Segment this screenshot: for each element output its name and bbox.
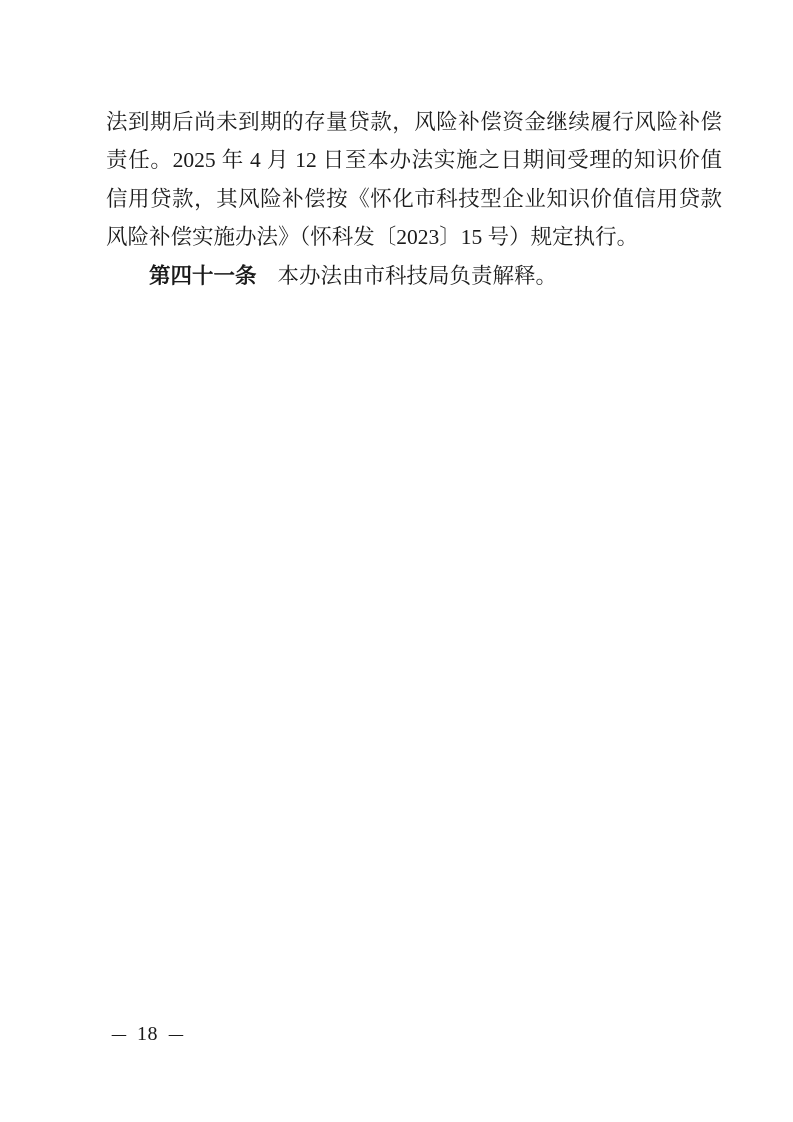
page-number: 18 — [137, 1023, 158, 1045]
page-footer — [109, 1022, 186, 1046]
page-number-dash-left: — — [111, 1023, 127, 1045]
article-41-text: 本办法由市科技局负责解释。 — [277, 263, 558, 288]
body-text-line: 法到期后尚未到期的存量贷款，风险补偿资金继续履行风险补偿 — [106, 110, 722, 134]
body-text-block — [106, 103, 722, 295]
article-41-heading: 第四十一条 — [149, 263, 257, 288]
page-number-dash-right: — — [168, 1023, 184, 1045]
body-text-line: 风险补偿实施办法》（怀科发〔2023〕15 号）规定执行。 — [106, 225, 639, 250]
article-41-line — [106, 257, 722, 295]
body-text-line: 责任。2025 年 4 月 12 日至本办法实施之日期间受理的知识价值 — [106, 148, 722, 173]
body-text-line: 信用贷款，其风险补偿按《怀化市科技型企业知识价值信用贷款 — [106, 186, 722, 211]
